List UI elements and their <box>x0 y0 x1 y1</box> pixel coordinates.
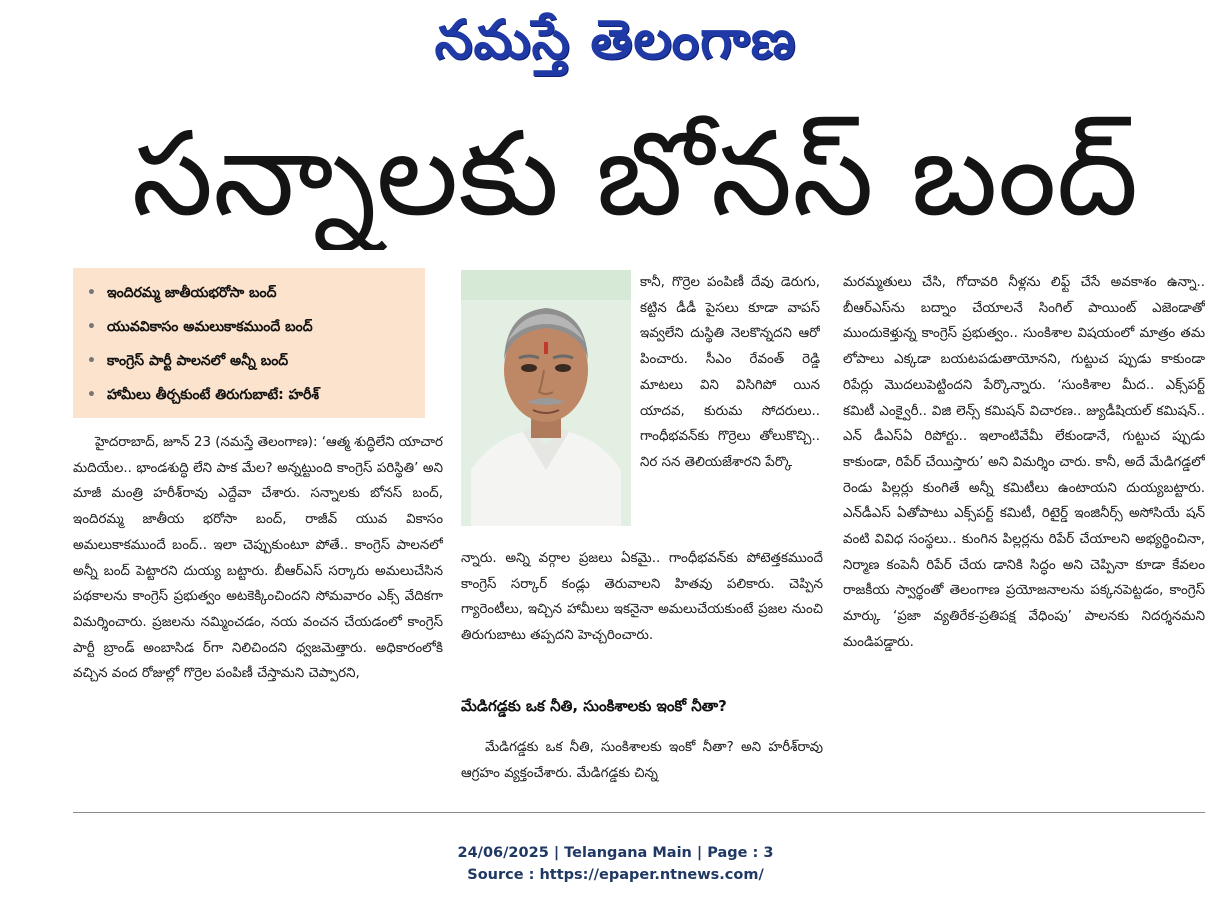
highlight-item <box>87 276 415 310</box>
headline: సన్నాలకు బోనస్‌ బంద్‌ <box>131 107 1139 242</box>
bullet-icon: • <box>87 319 96 335</box>
highlight-item <box>87 378 415 412</box>
bullet-icon: • <box>87 285 96 301</box>
article-subheading: మేడిగడ్డకు ఒక నీతి, సుంకిశాలకు ఇంకో నీతా? <box>461 697 727 715</box>
footer-source: Source : https://epaper.ntnews.com/ <box>467 867 764 883</box>
highlight-text: కాంగ్రెస్‌ పార్టీ పాలనలో అన్నీ బంద్‌ <box>107 353 289 369</box>
highlight-text: హామీలు తీర్చకుంటే తిరుగుబాటే: హరీశ్‌ <box>107 387 320 403</box>
article-column-2-top: కానీ, గొర్రెల పంపిణీ దేవు డెరుగు, కట్టిన డీడీ పైసలు కూడా వాపస్‌ ఇవ్వలేని దుస్థితి నెలకొన్నదని ఆరో పించారు. సీఎం రేవంత్‌ రెడ్డి మాటలు విని విసిగిపో యిన యాదవ, కురుమ సోదరులు.. గాంధీభవన్‌కు గొర్రెలు తోలుకొచ్చి.. నిర సన తెలియజేశారని పేర్కొ <box>640 275 820 470</box>
highlights-box <box>73 268 425 418</box>
portrait-photo <box>461 270 631 526</box>
article-column-3: మరమ్మతులు చేసి, గోదావరి నీళ్లను లిఫ్ట్‌ చేసే అవకాశం ఉన్నా.. బీఆర్‌ఎస్‌ను బద్నాం చేయాలనే సింగిల్‌ పాయింట్‌ ఎజెండాతో ముందుకెళ్తున్న కాంగ్రెస్‌ ప్రభుత్వం.. సుంకిశాల విషయంలో మాత్రం తమ లోపాలు ఎక్కడా బయటపడుతాయోనని, గుట్టుచ ప్పుడు కాకుండా రిపేర్లు మొదలుపెట్టిందని పేర్కొన్నారు. ‘సుంకిశాల మీద.. ఎక్స్‌పర్ట్‌ కమిటీ ఎంక్వైరీ.. విజి లెన్స్‌ కమిషన్‌ విచారణ.. జ్యుడీషియల్‌ కమిషన్‌.. ఎన్‌ డీఎస్‌ఏ రిపోర్టు.. ఇలాంటివేమీ లేకుండానే, గుట్టుచ ప్పుడు కాకుండా, రిపేర్‌ చేయిస్తారు’ అని విమర్శిం చారు. కానీ, అదే మేడిగడ్డలో రెండు పిల్లర్లు కుంగితే అన్నీ కమిటీలు ఉంటాయని దుయ్యబట్టారు. ఎన్‌డీఎస్‌ ఏతోపాటు ఎక్స్‌పర్ట్‌ కమిటీ, రిటైర్డ్‌ ఇంజినీర్స్‌ అసోసియే షన్‌ వంటి వివిధ సంస్థలు.. కుంగిన పిల్లర్లను రిపేర్‌ చేయాలని అభ్యర్థించినా, నిర్మాణ కంపెనీ రిపేర్‌ చేయ డానికి సిద్ధం అని చెప్పినా కూడా కేవలం రాజకీయ స్వార్థంతో తెలంగాణ ప్రయోజనాలను పక్కనపెట్టడం, కాంగ్రెస్‌ మార్కు ‘ప్రజా వ్యతిరేక-ప్రతిపక్ష వేధింపు’ పాలనకు నిదర్శనమని మండిపడ్డారు. <box>843 275 1205 650</box>
footer-date-page: 24/06/2025 | Telangana Main | Page : 3 <box>457 845 774 861</box>
highlight-item <box>87 310 415 344</box>
highlight-text: ఇందిరమ్మ జాతీయభరోసా బంద్‌ <box>107 285 277 301</box>
article-column-2-bottom: న్నారు. అన్ని వర్గాల ప్రజలు ఏకమై.. గాంధీభవన్‌కు పోటెత్తకముందే కాంగ్రెస్‌ సర్కార్‌ కండ్లు తెరువాలని హితవు పలికారు. చెప్పిన గ్యారెంటీలు, ఇచ్చిన హామీలు ఇకనైనా అమలుచేయకుంటే ప్రజల నుంచి తిరుగుబాటు తప్పదని హెచ్చరించారు. <box>461 551 823 644</box>
masthead-logo: నమస్తే తెలంగాణ <box>434 8 797 71</box>
highlight-item <box>87 344 415 378</box>
article-column-1: హైదరాబాద్‌, జూన్‌ 23 (నమస్తే తెలంగాణ): ‘ఆత్మ శుద్ధిలేని యాచార మదియేల.. భాండశుద్ధి లేని పాక మేల? అన్నట్టుంది కాంగ్రెస్‌ పరిస్థితి’ అని మాజీ మంత్రి హరీశ్‌రావు ఎద్దేవా చేశారు. సన్నాలకు బోనస్‌ బంద్‌, ఇందిరమ్మ జాతీయ భరోసా బంద్‌, రాజీవ్‌ యువ వికాసం అమలుకాకముందే బంద్‌.. ఇలా చెప్పుకుంటూ పోతే.. కాంగ్రెస్‌ పాలనలో అన్నీ బంద్‌ పెట్టారని దుయ్య బట్టారు. బీఆర్‌ఎస్‌ సర్కారు అమలుచేసిన పథకాలను కాంగ్రెస్‌ ప్రభుత్వం అటకెక్కించిందని సోమవారం ఎక్స్‌ వేదికగా విమర్శించారు. ప్రజలను నమ్మించడం, నయ వంచన చేయడంలో కాంగ్రెస్‌ పార్టీ బ్రాండ్‌ అంబాసిడ ర్‌గా నిలిచిందని ధ్వజమెత్తారు. అధికారంలోకి వచ్చిన వంద రోజుల్లో గొర్రెల పంపిణీ చేస్తామని చెప్పారని, <box>73 435 443 682</box>
footer-divider <box>73 812 1205 813</box>
highlight-text: యువవికాసం అమలుకాకముందే బంద్‌ <box>107 319 313 335</box>
article-column-2-sub: మేడిగడ్డకు ఒక నీతి, సుంకిశాలకు ఇంకో నీతా? అని హరీశ్‌రావు ఆగ్రహం వ్యక్తంచేశారు. మేడిగడ్డకు చిన్న <box>461 740 823 781</box>
portrait-illustration <box>461 270 631 526</box>
bullet-icon: • <box>87 353 96 369</box>
bullet-icon: • <box>87 387 96 403</box>
